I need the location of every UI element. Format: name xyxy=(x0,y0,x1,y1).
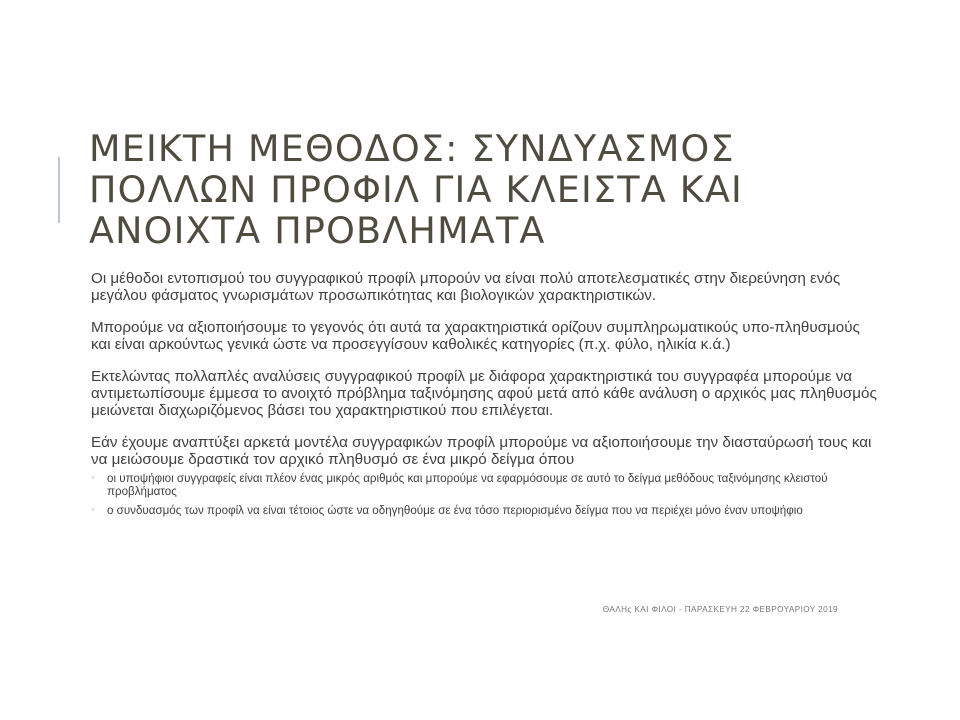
sub-bullet-item-2 xyxy=(91,504,881,517)
slide-footer: ΘΑΛΗς ΚΑΙ ΦΙΛΟΙ - ΠΑΡΑΣΚΕΥΗ 22 ΦΕΒΡΟΥΑΡΙΟΥ 2019 xyxy=(602,605,838,614)
bullet-icon: ◦ xyxy=(91,504,95,516)
sub-bullet-text-1: οι υποψήφιοι συγγραφείς είναι πλέον ένας μικρός αριθμός και μπορούμε να εφαρμόσουμε σε αυτό το δείγμα μεθόδους ταξινόμησης κλειστού προβλήματος xyxy=(107,472,828,498)
slide-title xyxy=(89,128,889,251)
slide-body xyxy=(91,270,881,517)
body-paragraph-3: Εκτελώντας πολλαπλές αναλύσεις συγγραφικού προφίλ με διάφορα χαρακτηριστικά του συγγραφέα μπορούμε να αντιμετωπίσουμε έμμεσα το ανοιχτό πρόβλημα ταξινόμησης αφού μετά από κάθε ανάλυση ο αρχικός μας πληθυσμός μειώνεται διαχωριζόμενος βάσει του χαρακτηριστικού που επιλέγεται. xyxy=(91,368,877,419)
sub-bullet-item-1 xyxy=(91,472,881,498)
slide-title-line-3: ΑΝΟΙΧΤΑ ΠΡΟΒΛΗΜΑΤΑ xyxy=(89,209,546,252)
sub-bullet-text-2: ο συνδυασμός των προφίλ να είναι τέτοιος ώστε να οδηγηθούμε σε ένα τόσο περιορισμένο δείγμα που να περιέχει μόνο έναν υποψήφιο xyxy=(107,504,803,517)
title-accent-line xyxy=(58,157,60,223)
slide-title-line-1: ΜΕΙΚΤΗ ΜΕΘΟΔΟΣ: ΣΥΝΔΥΑΣΜΟΣ xyxy=(89,127,735,170)
body-paragraph-4: Εάν έχουμε αναπτύξει αρκετά μοντέλα συγγραφικών προφίλ μπορούμε να αξιοποιήσουμε την διασταύρωσή τους και να μειώσουμε δραστικά τον αρχικό πληθυσμό σε ένα μικρό δείγμα όπου xyxy=(91,434,872,468)
bullet-icon: ◦ xyxy=(91,472,95,484)
sub-bullet-list xyxy=(91,472,881,517)
slide-title-line-2: ΠΟΛΛΩΝ ΠΡΟΦΙΛ ΓΙΑ ΚΛΕΙΣΤΑ ΚΑΙ xyxy=(89,168,743,211)
body-paragraph-1: Οι μέθοδοι εντοπισμού του συγγραφικού προφίλ μπορούν να είναι πολύ αποτελεσματικές στην διερεύνηση ενός μεγάλου φάσματος γνωρισμάτων προσωπικότητας και βιολογικών χαρακτηριστικών. xyxy=(91,270,841,304)
body-paragraph-2: Μπορούμε να αξιοποιήσουμε το γεγονός ότι αυτά τα χαρακτηριστικά ορίζουν συμπληρωματικούς υπο-πληθυσμούς και είναι αρκούντως γενικά ώστε να προσεγγίσουν καθολικές κατηγορίες (π.χ. φύλο, ηλικία κ.ά.) xyxy=(91,319,860,353)
